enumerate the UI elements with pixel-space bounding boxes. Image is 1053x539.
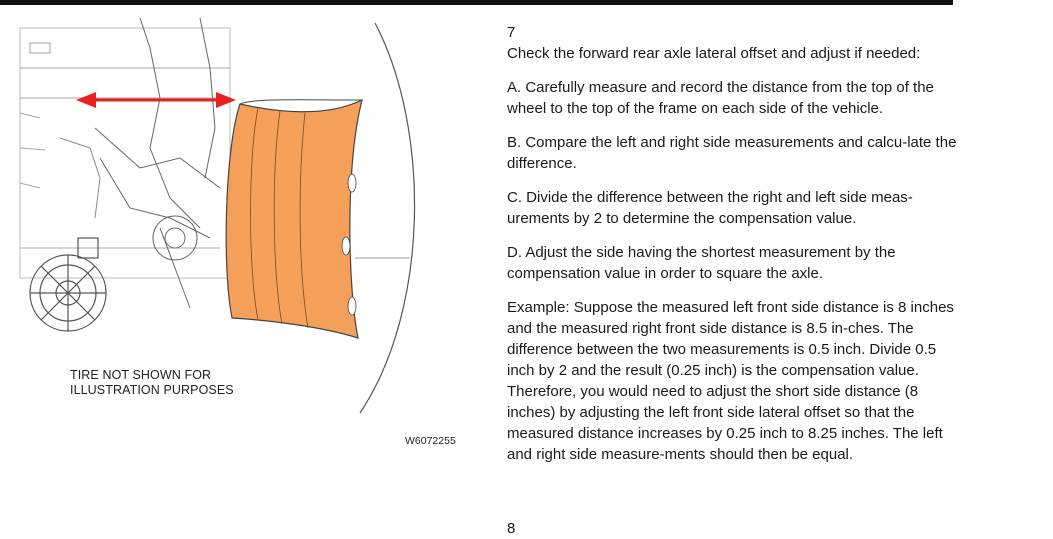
frame-rail-outline bbox=[20, 28, 230, 278]
figure-caption bbox=[70, 368, 234, 398]
bracket-detail bbox=[60, 138, 100, 218]
step-item-d: D. Adjust the side having the shortest measurement by the compensation value in order to square the axle. bbox=[507, 244, 896, 282]
step-item-b: B. Compare the left and right side measurements and calcu-late the difference. bbox=[507, 134, 957, 172]
suspension-bracket bbox=[140, 18, 200, 228]
next-step-number: 8 bbox=[507, 520, 516, 537]
step-item-a: A. Carefully measure and record the distance from the top of the wheel to the top of the frame on each side of the vehicle. bbox=[507, 79, 934, 117]
procedure-step bbox=[507, 22, 957, 478]
caption-line-2: ILLUSTRATION PURPOSES bbox=[70, 383, 234, 397]
frame-detail bbox=[30, 43, 50, 53]
tire-outline bbox=[360, 23, 415, 413]
axle-link bbox=[95, 128, 220, 188]
step-example: Example: Suppose the measured left front side distance is 8 inches and the measured right front side distance is 8.5 in-ches. The difference between the two measurements is 0.5 inch. Divide 0.5 inch by 2 and the result (0.25 inch) is the compensation value. Therefore, you would need to adjust the short side distance (8 inches) by adjusting the left front side lateral offset so that the measured distance increases by 0.25 inch to 8.25 inches. The left and right side measure-ments should then be equal. bbox=[507, 299, 954, 463]
wheel-rim bbox=[226, 100, 362, 338]
brake-part bbox=[160, 228, 190, 308]
figure-id: W6072255 bbox=[405, 435, 456, 447]
hub-center bbox=[165, 228, 185, 248]
step-item-c: C. Divide the difference between the right and left side meas-urements by 2 to determine the compensation value. bbox=[507, 189, 913, 227]
axle-illustration bbox=[0, 8, 480, 448]
step-intro: Check the forward rear axle lateral offset and adjust if needed: bbox=[507, 45, 921, 62]
step-number: 7 bbox=[507, 24, 516, 41]
caption-line-1: TIRE NOT SHOWN FOR bbox=[70, 368, 212, 382]
hub-circle bbox=[153, 216, 197, 260]
top-rule bbox=[0, 0, 953, 5]
brake-chamber bbox=[30, 238, 106, 331]
